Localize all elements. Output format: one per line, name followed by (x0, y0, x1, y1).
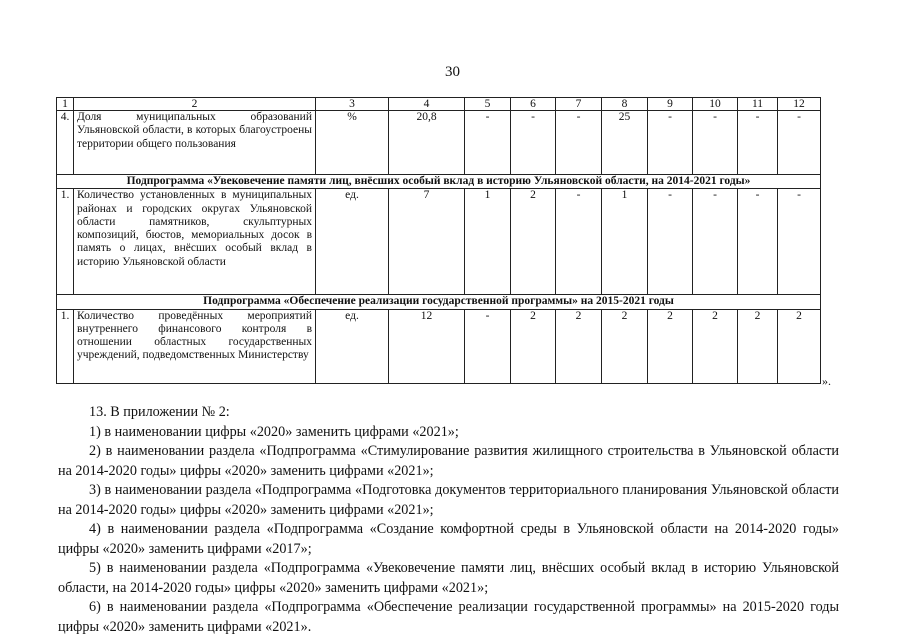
row-number-cell: 4. (57, 111, 74, 175)
value-cell: - (693, 189, 738, 295)
unit-cell: ед. (316, 309, 389, 383)
value-cell: 2 (602, 309, 648, 383)
header-cell: 11 (738, 98, 778, 111)
header-cell: 3 (316, 98, 389, 111)
value-cell: 12 (389, 309, 465, 383)
value-cell: - (693, 111, 738, 175)
value-cell: 2 (738, 309, 778, 383)
section-row (57, 175, 821, 189)
row-number-cell: 1. (57, 189, 74, 295)
value-cell: 2 (693, 309, 738, 383)
section-title: Подпрограмма «Увековечение памяти лиц, внёсших особый вклад в историю Ульяновской области, на 2014-2021 годы» (57, 175, 821, 189)
section-title: Подпрограмма «Обеспечение реализации государственной программы» на 2015-2021 годы (57, 295, 821, 309)
table-header-row (57, 98, 821, 111)
value-cell: 2 (648, 309, 693, 383)
header-cell: 2 (74, 98, 316, 111)
row-number-cell: 1. (57, 309, 74, 383)
header-cell: 5 (465, 98, 511, 111)
header-cell: 10 (693, 98, 738, 111)
value-cell: 25 (602, 111, 648, 175)
header-cell: 8 (602, 98, 648, 111)
amendment-intro: 13. В приложении № 2: (89, 404, 230, 420)
value-cell: - (465, 309, 511, 383)
value-cell: 2 (511, 309, 556, 383)
header-cell: 7 (556, 98, 602, 111)
amendment-item: 2) в наименовании раздела «Подпрограмма «Стимулирование развития жилищного строительства в Ульяновской области на 2014-2020 годы» цифры «2020» заменить цифрами «2021»; (58, 443, 839, 479)
value-cell: - (648, 111, 693, 175)
table-row (57, 111, 821, 175)
table-row (57, 309, 821, 383)
value-cell: - (778, 111, 821, 175)
value-cell: - (648, 189, 693, 295)
value-cell: - (556, 189, 602, 295)
header-cell: 12 (778, 98, 821, 111)
unit-cell: % (316, 111, 389, 175)
amendment-item: 4) в наименовании раздела «Подпрограмма «Создание комфортной среды в Ульяновской области на 2014-2020 годы» цифры «2020» заменить цифрами «2017»; (58, 521, 839, 557)
header-cell: 1 (57, 98, 74, 111)
value-cell: - (738, 189, 778, 295)
value-cell: 1 (602, 189, 648, 295)
indicator-name-cell: Количество установленных в муниципальных районах и городских округах Ульяновской области памятников, скульптурных композиций, бюстов, мемориальных досок в память о лицах, внёсших особый вклад в историю Ульяновской области (74, 189, 316, 295)
header-cell: 4 (389, 98, 465, 111)
value-cell: - (738, 111, 778, 175)
value-cell: 1 (465, 189, 511, 295)
value-cell: 2 (556, 309, 602, 383)
amendment-item: 1) в наименовании цифры «2020» заменить цифрами «2021»; (89, 423, 459, 440)
value-cell: - (778, 189, 821, 295)
value-cell: - (511, 111, 556, 175)
amendment-item: 3) в наименовании раздела «Подпрограмма «Подготовка документов территориального планирования Ульяновской области на 2014-2020 годы» цифры «2020» заменить цифрами «2021»; (58, 482, 839, 518)
amendment-item: 6) в наименовании раздела «Подпрограмма «Обеспечение реализации государственной программы» на 2015-2020 годы цифры «2020» заменить цифрами «2021». (58, 599, 839, 635)
indicator-name-cell: Количество проведённых мероприятий внутреннего финансового контроля в отношении областных государственных учреждений, подведомственных Министерству (74, 309, 316, 383)
indicator-name-cell: Доля муниципальных образований Ульяновской области, в которых благоустроены территории общего пользования (74, 111, 316, 175)
table-closing-quote: ». (822, 374, 831, 388)
page-number: 30 (445, 64, 460, 80)
amendment-text (58, 403, 839, 637)
value-cell: 2 (778, 309, 821, 383)
value-cell: 2 (511, 189, 556, 295)
section-row (57, 295, 821, 309)
value-cell: - (465, 111, 511, 175)
indicators-table (56, 97, 821, 384)
table-row (57, 189, 821, 295)
header-cell: 9 (648, 98, 693, 111)
unit-cell: ед. (316, 189, 389, 295)
value-cell: 20,8 (389, 111, 465, 175)
value-cell: - (556, 111, 602, 175)
amendment-item: 5) в наименовании раздела «Подпрограмма «Увековечение памяти лиц, внёсших особый вклад в историю Ульяновской области, на 2014-2020 годы» цифры «2020» заменить цифрами «2021»; (58, 560, 839, 596)
header-cell: 6 (511, 98, 556, 111)
value-cell: 7 (389, 189, 465, 295)
table-body (57, 98, 821, 384)
